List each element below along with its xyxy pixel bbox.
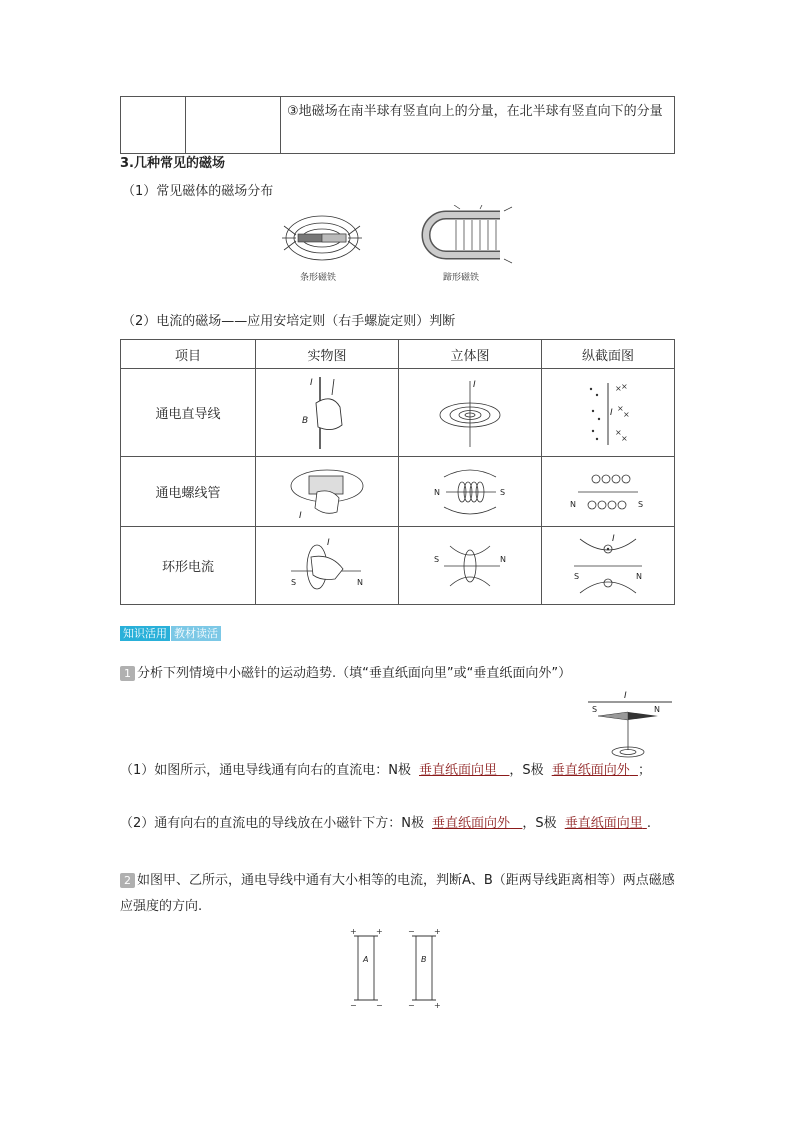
bar-magnet-figure	[282, 202, 382, 264]
solenoid-hand-icon	[287, 462, 367, 522]
straight-wire-physical-cell	[256, 369, 399, 457]
question-number-1: 1	[120, 666, 135, 681]
subheading-magnets: （1）常见磁体的磁场分布	[122, 184, 274, 199]
label-I: I	[624, 691, 627, 701]
q1-p2-text: （2）通有向右的直流电的导线放在小磁针下方：N极	[120, 816, 424, 831]
q1-p1-end: ；	[637, 763, 651, 778]
svg-text:−: −	[408, 1001, 415, 1008]
label-I: I	[327, 537, 330, 548]
svg-text:+: +	[434, 928, 441, 936]
label-N: N	[636, 571, 642, 581]
knowledge-badge	[120, 626, 221, 641]
solenoid-section-cell	[542, 457, 675, 527]
question-number-2: 2	[120, 873, 135, 888]
label-I: I	[610, 408, 613, 418]
subheading-current-field: （2）电流的磁场——应用安培定则（右手螺旋定则）判断	[122, 314, 456, 329]
svg-text:+: +	[350, 928, 357, 936]
straight-wire-section-cell	[542, 369, 675, 457]
svg-text:×: ×	[623, 410, 630, 419]
svg-text:×: ×	[615, 428, 622, 437]
label-N: N	[570, 499, 576, 509]
svg-text:×: ×	[615, 384, 622, 393]
q1-p1-answer-n: 垂直纸面向里	[419, 763, 498, 778]
label-I: I	[310, 377, 313, 388]
label-B: B	[302, 415, 309, 426]
solenoid-3d-icon	[430, 467, 510, 517]
label-S: S	[638, 499, 644, 509]
header-item: 项目	[121, 340, 256, 369]
solenoid-section-icon	[568, 467, 648, 517]
section-title: 3.几种常见的磁场	[120, 156, 225, 171]
svg-text:+: +	[376, 928, 383, 936]
question-1-part-1	[120, 758, 680, 784]
svg-text:×: ×	[617, 404, 624, 413]
label-S: S	[574, 571, 580, 581]
badge-left: 知识活用	[120, 626, 170, 641]
row-label-ring-current: 环形电流	[121, 527, 256, 605]
ring-section-icon	[568, 533, 648, 599]
label-I: I	[612, 533, 615, 544]
header-section: 纵截面图	[542, 340, 675, 369]
svg-text:−: −	[376, 1001, 383, 1008]
point-B-label: B	[421, 955, 427, 964]
top-table-cell-3: ③地磁场在南半球有竖直向上的分量，在北半球有竖直向下的分量	[281, 97, 675, 154]
svg-text:+: +	[434, 1001, 441, 1008]
label-S: S	[592, 705, 598, 714]
label-S: S	[291, 577, 297, 587]
question-2-text: 如图甲、乙所示，通电导线中通有大小相等的电流，判断A、B（距两导线距离相等）两点磁感应强度的方向.	[120, 873, 675, 914]
question-1-text: 分析下列情境中小磁针的运动趋势.（填“垂直纸面向里”或“垂直纸面向外”）	[137, 666, 572, 681]
label-N: N	[500, 554, 506, 564]
straight-wire-hand-icon	[292, 373, 362, 453]
label-N: N	[357, 577, 363, 587]
svg-text:×: ×	[621, 382, 628, 391]
straight-wire-3d-cell	[399, 369, 542, 457]
straight-wire-3d-icon	[435, 375, 505, 450]
ring-physical-cell	[256, 527, 399, 605]
label-S: S	[500, 487, 506, 497]
svg-text:×: ×	[621, 434, 628, 443]
horseshoe-magnet-figure	[420, 205, 515, 267]
question-1-prompt	[120, 661, 680, 687]
row-label-solenoid: 通电螺线管	[121, 457, 256, 527]
header-physical: 实物图	[256, 340, 399, 369]
label-S: S	[434, 554, 440, 564]
solenoid-physical-cell	[256, 457, 399, 527]
straight-wire-section-icon	[573, 375, 643, 450]
top-table-cell-1	[121, 97, 186, 154]
horseshoe-magnet-caption: 蹄形磁铁	[443, 273, 480, 283]
two-wire-figures	[346, 928, 446, 1008]
ring-section-cell	[542, 527, 675, 605]
ring-3d-icon	[430, 536, 510, 596]
current-field-table	[120, 339, 675, 605]
label-I: I	[473, 380, 476, 390]
question-1-part-2	[120, 811, 680, 837]
q1-p2-text-s: ，S极	[522, 816, 557, 831]
row-label-straight-wire: 通电直导线	[121, 369, 256, 457]
label-I: I	[299, 510, 302, 521]
q1-p1-answer-s: 垂直纸面向外	[551, 763, 630, 778]
solenoid-3d-cell	[399, 457, 542, 527]
q1-p2-answer-n: 垂直纸面向外	[432, 816, 511, 831]
ring-3d-cell	[399, 527, 542, 605]
svg-text:−: −	[408, 928, 415, 936]
question-2-prompt	[120, 868, 680, 920]
header-3d: 立体图	[399, 340, 542, 369]
compass-wire-figure	[584, 690, 674, 760]
point-A-label: A	[363, 955, 369, 964]
q1-p2-answer-s: 垂直纸面向里	[564, 816, 643, 831]
q1-p1-text: （1）如图所示，通电导线通有向右的直流电：N极	[120, 763, 411, 778]
badge-right: 教材读活	[171, 626, 221, 641]
q1-p1-text-s: ，S极	[509, 763, 544, 778]
bar-magnet-caption: 条形磁铁	[300, 273, 337, 283]
top-table	[120, 96, 675, 154]
ring-hand-icon	[287, 533, 367, 599]
q1-p2-end: .	[646, 816, 651, 831]
top-table-cell-2	[186, 97, 281, 154]
label-N: N	[434, 487, 440, 497]
label-N: N	[654, 705, 660, 714]
svg-text:−: −	[350, 1001, 357, 1008]
